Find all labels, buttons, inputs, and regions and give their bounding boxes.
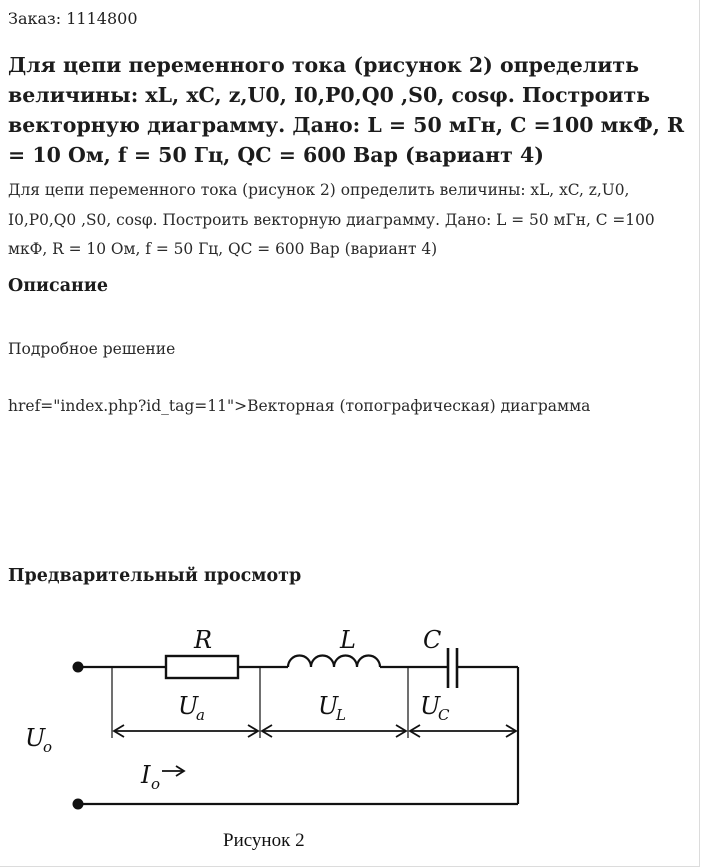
figure-caption: Рисунок 2 [223,830,305,851]
uc-arrow [410,725,516,737]
label-r: R [194,626,213,654]
label-uc: U [420,692,441,720]
label-uo: U [25,724,46,752]
ua-arrow [114,725,258,737]
detailed-solution-text: Подробное решение [8,340,176,358]
label-ul-sub: L [336,706,346,724]
order-number: Заказ: 1114800 [8,9,138,28]
label-c: C [423,626,442,654]
label-l: L [340,626,356,654]
capacitor-symbol [448,648,457,688]
task-description: Для цепи переменного тока (рисунок 2) определить величины: xL, xC, z,U0, I0,P0,Q0 ,S0, cosφ. Построить векторную диаграмму. Дано: L = 50 мГн, C =100 мкФ, R = 10 Ом, f = 50 Гц, QC = 600 Вар (вариант 4) [8,181,655,258]
label-io: I [141,761,151,789]
description-heading: Описание [8,276,108,296]
terminal-top-dot [73,662,84,673]
ul-arrow [262,725,406,737]
circuit-diagram [0,610,560,860]
label-ua: U [178,692,199,720]
resistor-symbol [166,656,238,678]
label-io-sub: o [151,775,161,793]
label-ua-sub: a [196,706,205,724]
preview-heading: Предварительный просмотр [8,566,302,586]
inductor-symbol [288,656,380,668]
label-uo-sub: o [43,738,53,756]
label-uc-sub: C [438,706,450,724]
label-ul: U [318,692,339,720]
io-arrow [162,766,184,776]
terminal-bottom-dot [73,799,84,810]
tag-link-text[interactable]: href="index.php?id_tag=11">Векторная (топографическая) диаграмма [8,397,591,415]
page-title: Для цепи переменного тока (рисунок 2) определить величины: xL, xC, z,U0, I0,P0,Q0 ,S0, cosφ. Построить векторную диаграмму. Дано: L = 50 мГн, C =100 мкФ, R = 10 Ом, f = 50 Гц, QC = 600 Вар (вариант 4) [8,53,685,167]
